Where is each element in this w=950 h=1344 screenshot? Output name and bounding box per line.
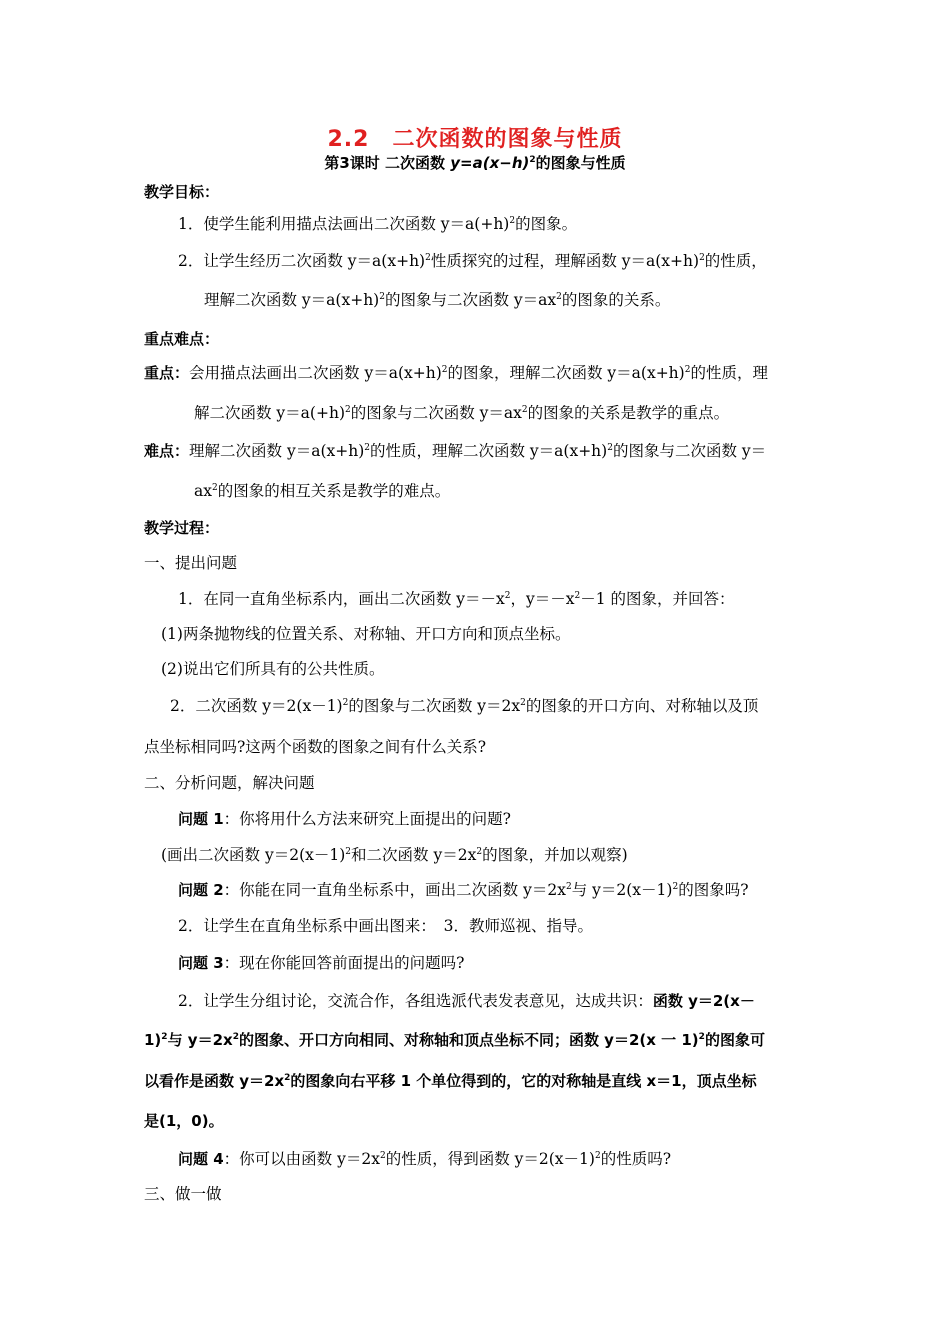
question-2-label: 问题 2 <box>178 881 224 899</box>
section-1-heading: 一、提出问题 <box>144 554 238 572</box>
question-3: 问题 3：现在你能回答前面提出的问题吗? <box>178 954 465 972</box>
goals-heading: 教学目标： <box>144 183 220 201</box>
keypoints-heading: 重点难点： <box>144 330 220 348</box>
key-point-line-1: 重点：会用描点法画出二次函数 $y=a(x+h)^2$的图象，理解二次函数 $y=a(x+h)^2$的性质，理 <box>144 364 768 382</box>
goal-2-continued: 理解二次函数 $y=a(x+h)^2$的图象与二次函数 $y=ax^2$的图象的关系。 <box>204 291 671 309</box>
goal-2: 2．让学生经历二次函数 $y=a(x+h)^2$性质探究的过程，理解函数 $y=a(x+h)^2$的性质， <box>178 252 767 270</box>
question-2: 问题 2：你能在同一直角坐标系中，画出二次函数 $y=2x^2$与 $y=2(x-1)^2$的图象吗? <box>178 881 749 899</box>
problem-1-part-1: (1)两条抛物线的位置关系、对称轴、开口方向和顶点坐标。 <box>161 625 571 643</box>
consensus-line-3: 以看作是函数 $y=2x^2$的图象向右平移 1 个单位得到的，它的对称轴是直线 x＝1，顶点坐标 <box>144 1072 757 1090</box>
key-point-line-2: 解二次函数 $y=a(+h)^2$的图象与二次函数 $y=ax^2$的图象的关系是教学的重点。 <box>194 404 730 422</box>
problem-1: 1．在同一直角坐标系内，画出二次函数 $y=-x^2$，$y=-x^2-1$ 的图象，并回答： <box>178 590 735 608</box>
question-1-note: (画出二次函数 $y=2(x-1)^2$和二次函数 $y=2x^2$的图象，并加以观察) <box>161 846 628 864</box>
problem-2-continued: 点坐标相同吗?这两个函数的图象之间有什么关系? <box>144 738 487 756</box>
question-4: 问题 4：你可以由函数 $y=2x^2$的性质，得到函数 $y=2(x-1)^2$的性质吗? <box>178 1150 671 1168</box>
goal-1: 1．使学生能利用描点法画出二次函数 $y=a(+h)^2$的图象。 <box>178 215 578 233</box>
lesson-subtitle: 第3课时 二次函数 $y=a(x-h)^2$的图象与性质 <box>324 154 626 172</box>
document-title: 2.2 二次函数的图象与性质 <box>327 127 623 152</box>
question-4-label: 问题 4 <box>178 1150 224 1168</box>
consensus-line-1: 2．让学生分组讨论，交流合作，各组选派代表发表意见，达成共识：函数 y＝2(x－ <box>178 992 755 1010</box>
consensus-line-4: 是(1，0)。 <box>144 1112 224 1130</box>
question-1-label: 问题 1 <box>178 810 224 828</box>
section-3-heading: 三、做一做 <box>144 1185 222 1203</box>
difficulty-line-2: $ax^2$的图象的相互关系是教学的难点。 <box>194 482 451 500</box>
problem-2: 2．二次函数 $y=2(x-1)^2$的图象与二次函数 $y=2x^2$的图象的开口方向、对称轴以及顶 <box>170 697 759 715</box>
question-1: 问题 1：你将用什么方法来研究上面提出的问题? <box>178 810 511 828</box>
difficulty-line-1: 难点：理解二次函数 $y=a(x+h)^2$的性质，理解二次函数 $y=a(x+h)^2$的图象与二次函数 y＝ <box>144 442 767 460</box>
process-heading: 教学过程： <box>144 519 220 537</box>
key-point-label: 重点： <box>144 364 190 382</box>
section-2-heading: 二、分析问题，解决问题 <box>144 774 315 792</box>
subtitle-formula: y=a(x−h) <box>450 154 530 172</box>
difficulty-label: 难点： <box>144 442 190 460</box>
consensus-line-2: 1)$^2$与 $y=2x^2$的图象、开口方向相同、对称轴和顶点坐标不同；函数 y＝2(x 一 1)$^2$的图象可 <box>144 1031 765 1049</box>
question-2-steps: 2．让学生在直角坐标系中画出图来： 3．教师巡视、指导。 <box>178 917 593 935</box>
problem-1-part-2: (2)说出它们所具有的公共性质。 <box>161 660 385 678</box>
question-3-label: 问题 3 <box>178 954 224 972</box>
